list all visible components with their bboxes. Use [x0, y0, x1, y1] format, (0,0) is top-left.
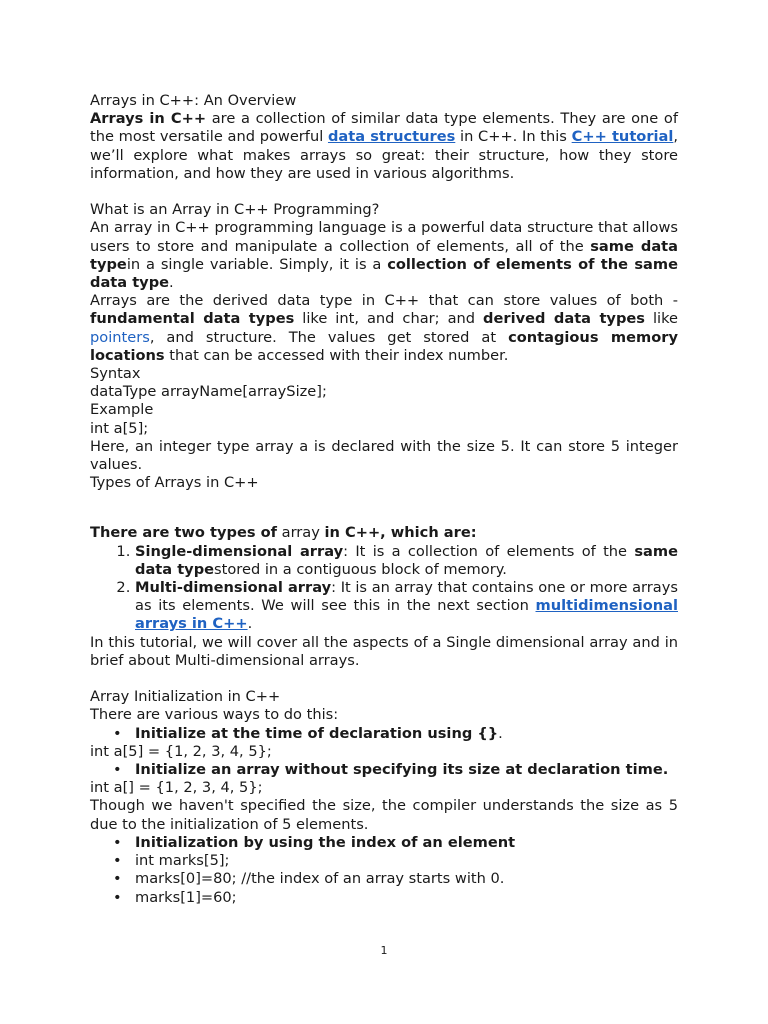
what-paragraph-2 [90, 292, 678, 365]
paragraph-text: : It is a collection of elements of the [343, 542, 635, 560]
bold-term: There are two types of [90, 524, 277, 542]
paragraph-text: An array in C++ programming language is a powerful data structure that allows users to store and manipulate a collection of elements, all of the [90, 219, 678, 255]
init-code-1: int a[5] = {1, 2, 3, 4, 5}; [90, 742, 272, 760]
intro-text: , we’ll explore what makes arrays so great: their structure, how they store information, and how they are used in various algorithms. [90, 128, 679, 182]
multidimensional-arrays-link[interactable]: multidimensional arrays in C++ [135, 597, 678, 633]
list-item [135, 834, 678, 852]
paragraph-text: stored in a contiguous block of memory. [214, 560, 507, 578]
document-body [90, 92, 678, 907]
intro-text: in C++. In this [455, 128, 572, 146]
paragraph-text: , and structure. The values get stored at [149, 328, 509, 346]
types-summary: In this tutorial, we will cover all the aspects of a Single dimensional array and in brief about Multi-dimensional arrays. [90, 633, 678, 669]
list-item: • int marks[5]; [135, 852, 678, 870]
example-label: Example [90, 401, 154, 419]
section-heading-what-is-array: What is an Array in C++ Programming? [90, 201, 380, 219]
bold-term: same data type [90, 237, 678, 273]
syntax-code: dataType arrayName[arraySize]; [90, 383, 327, 401]
bold-term: fundamental data types [90, 310, 295, 328]
intro-paragraph [90, 110, 678, 183]
bold-term: Single-dimensional array [135, 542, 344, 560]
syntax-label: Syntax [90, 365, 141, 383]
paragraph-text: like int, and char; and [294, 310, 484, 328]
bold-term: Multi-dimensional array [135, 579, 332, 597]
example-code: int a[5]; [90, 419, 149, 437]
bold-term: derived data types [483, 310, 645, 328]
list-item: • marks[0]=80; //the index of an array starts with 0. [135, 870, 678, 888]
intro-bold-term: Arrays in C++ [90, 110, 207, 128]
bold-term: same data type [135, 542, 678, 578]
bold-term: collection of elements of the same data type [90, 255, 678, 292]
bold-term: Initialization by using the index of an element [135, 833, 516, 851]
paragraph-text: like [644, 310, 679, 328]
list-item [135, 761, 678, 779]
pointers-link[interactable]: pointers [90, 328, 150, 346]
example-explanation: Here, an integer type array a is declared with the size 5. It can store 5 integer values. [90, 437, 678, 474]
cpp-tutorial-link[interactable]: C++ tutorial [571, 128, 674, 146]
bold-term: contagious memory locations [90, 328, 678, 364]
data-structures-link[interactable]: data structures [327, 128, 456, 146]
list-item [135, 543, 678, 579]
bold-term: Initialize at the time of declaration using {} [135, 724, 499, 742]
intro-text: are a collection of similar data type elements. They are one of the most versatile and powerful [90, 110, 678, 146]
section-heading-types: Types of Arrays in C++ [90, 474, 259, 492]
list-item [135, 725, 678, 743]
paragraph-text: : It is an array that contains one or more arrays as its elements. We will see this in the next section [135, 579, 678, 615]
types-lead [90, 524, 678, 542]
list-item [135, 579, 678, 634]
paragraph-text: that can be accessed with their index number. [164, 346, 509, 364]
bold-term: Initialize an array without specifying its size at declaration time. [135, 761, 669, 779]
page-title: Arrays in C++: An Overview [90, 92, 297, 109]
init-lead: There are various ways to do this: [90, 706, 339, 724]
types-list [90, 543, 678, 634]
init-list-2 [90, 761, 678, 779]
paragraph-text: in a single variable. Simply, it is a [126, 255, 388, 273]
what-paragraph-1 [90, 219, 678, 292]
init-list-3 [90, 834, 678, 907]
paragraph-text: . [247, 615, 253, 633]
section-heading-initialization: Array Initialization in C++ [90, 688, 281, 706]
page-number: 1 [380, 944, 388, 957]
init-list-1 [90, 725, 678, 743]
init-code-2: int a[] = {1, 2, 3, 4, 5}; [90, 779, 263, 797]
paragraph-text: . [498, 724, 503, 742]
init-note: Though we haven't specified the size, the compiler understands the size as 5 due to the initialization of 5 elements. [90, 797, 678, 833]
paragraph-text: array [276, 524, 325, 542]
bold-term: in C++, which are: [324, 524, 477, 542]
list-item: • marks[1]=60; [135, 889, 678, 907]
paragraph-text: . [169, 274, 174, 292]
paragraph-text: Arrays are the derived data type in C++ that can store values of both - [90, 292, 678, 310]
